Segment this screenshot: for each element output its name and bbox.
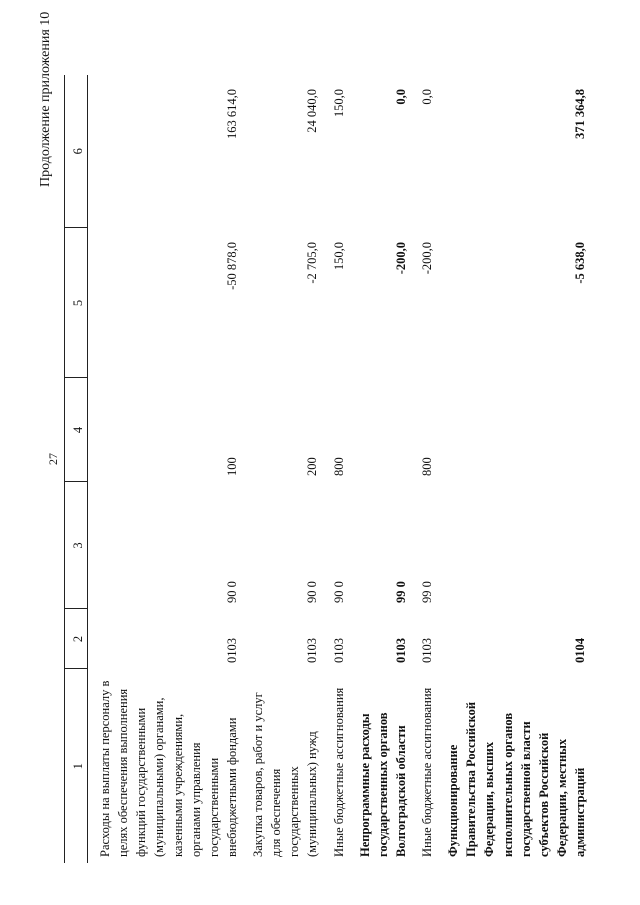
section-code-cell: 0103 (420, 638, 434, 663)
change-amount-cell: 150,0 (331, 242, 346, 271)
row-name-cell: Функционирование Правительства Российской Федерации, высших исполнительных органов государственной власти субъектов Российской Федерации, местных администраций (446, 701, 587, 857)
budget-table (64, 75, 589, 863)
row-name-cell: Иные бюджетные ассигнования (331, 687, 346, 857)
change-amount-cell: -2 705,0 (305, 242, 320, 284)
target-code-cell: 99 0 (420, 581, 434, 603)
column-header: 4 (65, 378, 88, 482)
expense-kind-cell: 200 (305, 457, 320, 476)
expense-kind-cell: 800 (331, 457, 346, 476)
column-header: 1 (65, 669, 88, 863)
change-amount-cell: -200,0 (420, 242, 434, 275)
change-amount-cell: -200,0 (393, 242, 408, 275)
target-code-cell: 99 0 (393, 581, 408, 603)
column-header: 2 (65, 609, 88, 669)
section-code-cell: 0103 (224, 638, 239, 663)
section-code-cell: 0103 (393, 638, 408, 663)
target-code-cell: 90 0 (224, 581, 239, 603)
row-name-cell: Непрограммные расходы государственных органов Волгоградской области (357, 712, 408, 857)
target-code-cell: 90 0 (305, 581, 320, 603)
total-amount-cell: 163 614,0 (224, 89, 239, 139)
column-header: 3 (65, 482, 88, 609)
continuation-label: Продолжение приложения 10 (38, 11, 53, 187)
row-name-cell: Иные бюджетные ассигнования (420, 687, 434, 857)
header-row (65, 75, 88, 863)
row-name-cell: Закупка товаров, работ и услуг для обеспечения государственных (муниципальных) нужд (251, 692, 320, 857)
column-header: 6 (65, 75, 88, 228)
section-code-cell: 0103 (331, 638, 346, 663)
table-row (436, 75, 589, 863)
section-code-cell: 0104 (573, 638, 587, 663)
table-row (348, 75, 410, 863)
column-header: 5 (65, 228, 88, 378)
table-body (88, 75, 590, 863)
total-amount-cell: 371 364,8 (573, 89, 587, 139)
change-amount-cell: -5 638,0 (573, 242, 587, 284)
expense-kind-cell (436, 378, 589, 482)
page-number: 27 (46, 453, 60, 465)
total-amount-cell: 24 040,0 (305, 89, 320, 133)
expense-kind-cell: 800 (420, 457, 434, 476)
target-code-cell (436, 482, 589, 609)
table-row (322, 75, 348, 863)
row-name-cell: Расходы на выплаты персоналу в целях обеспечения выполнения функций государственными (муниципальными) органами, казенными учреждениями, органами управления государственными внебюджетными фондами (98, 680, 239, 857)
expense-kind-cell: 100 (224, 457, 239, 476)
total-amount-cell: 0,0 (393, 89, 408, 105)
total-amount-cell: 0,0 (420, 89, 434, 105)
section-code-cell: 0103 (305, 638, 320, 663)
table-row (410, 75, 436, 863)
change-amount-cell: -50 878,0 (224, 242, 239, 290)
table-row (241, 75, 322, 863)
table-row (88, 75, 242, 863)
expense-kind-cell (348, 378, 410, 482)
target-code-cell: 90 0 (331, 581, 346, 603)
total-amount-cell: 150,0 (331, 89, 346, 118)
